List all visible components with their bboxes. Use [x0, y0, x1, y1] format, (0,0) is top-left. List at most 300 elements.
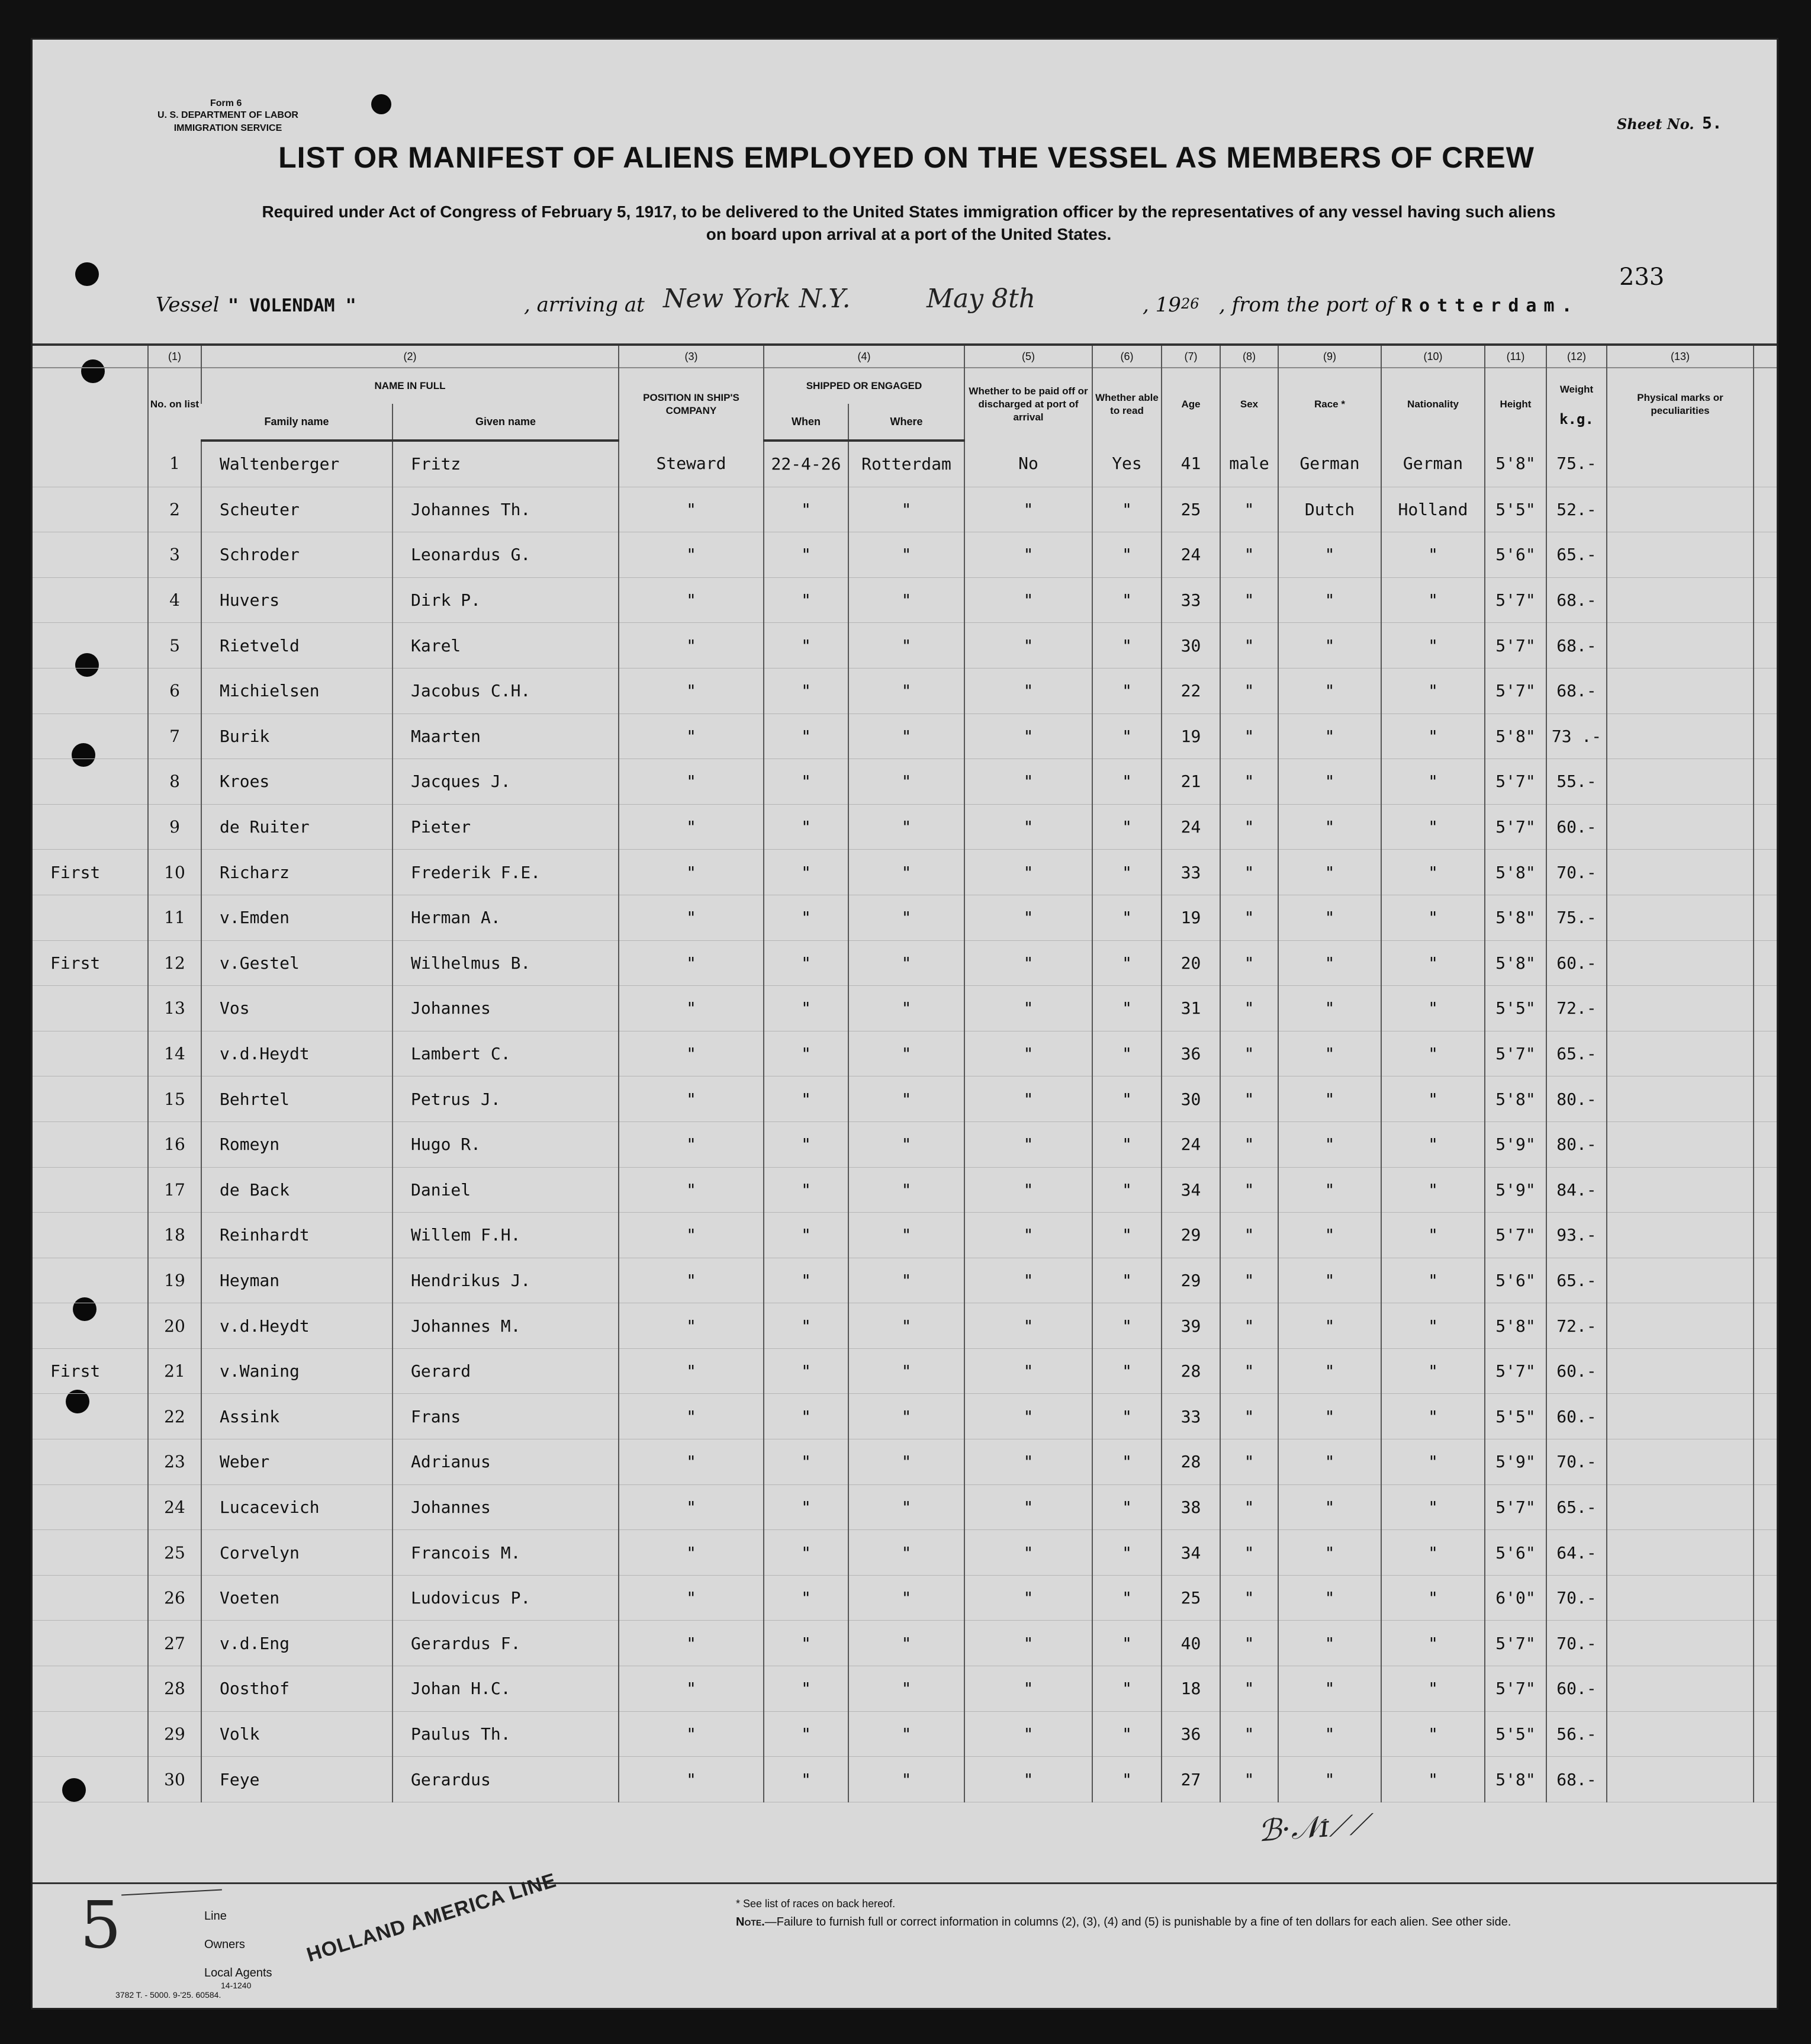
table-row — [33, 1213, 1778, 1258]
age-cell: 41 — [1162, 441, 1220, 487]
shipped-where-cell: " — [848, 804, 964, 850]
sex-cell: " — [1220, 759, 1278, 805]
colnum-1: (1) — [148, 345, 201, 368]
shipped-when-cell: " — [764, 1666, 848, 1712]
age-cell: 21 — [1162, 759, 1220, 805]
height-cell: 5'6" — [1485, 1258, 1546, 1303]
margin-cell — [1754, 1076, 1778, 1122]
header-weight-label: Weight — [1559, 384, 1594, 395]
row-number-cell: 3 — [148, 532, 201, 578]
shipped-when-cell: " — [764, 804, 848, 850]
manifest-sheet — [31, 38, 1778, 2010]
weight-cell: 60.- — [1546, 940, 1607, 986]
shipped-where-cell: " — [848, 1167, 964, 1213]
position-cell: Steward — [619, 441, 764, 487]
paid-off-cell: " — [964, 940, 1092, 986]
given-name-cell: Adrianus — [393, 1439, 619, 1485]
physical-marks-cell — [1607, 1076, 1754, 1122]
position-cell: " — [619, 623, 764, 669]
position-cell: " — [619, 1439, 764, 1485]
height-cell: 5'8" — [1485, 1076, 1546, 1122]
paid-off-cell: " — [964, 714, 1092, 759]
shipped-when-cell: " — [764, 1076, 848, 1122]
shipped-when-cell: " — [764, 1258, 848, 1303]
position-cell: " — [619, 850, 764, 895]
nationality-cell: " — [1381, 1439, 1485, 1485]
physical-marks-cell — [1607, 1484, 1754, 1530]
age-cell: 33 — [1162, 850, 1220, 895]
position-cell: " — [619, 577, 764, 623]
paid-off-cell: " — [964, 1530, 1092, 1576]
header-weight — [1546, 368, 1607, 441]
shipped-when-cell: " — [764, 1439, 848, 1485]
weight-cell: 52.- — [1546, 487, 1607, 532]
row-note-cell — [33, 1076, 148, 1122]
physical-marks-cell — [1607, 1258, 1754, 1303]
paid-off-cell: " — [964, 487, 1092, 532]
nationality-cell: " — [1381, 986, 1485, 1031]
shipped-where-cell: " — [848, 623, 964, 669]
margin-cell — [1754, 668, 1778, 714]
shipped-where-cell: " — [848, 1348, 964, 1394]
weight-cell: 84.- — [1546, 1167, 1607, 1213]
physical-marks-cell — [1607, 623, 1754, 669]
nationality-cell: " — [1381, 1258, 1485, 1303]
height-cell: 5'9" — [1485, 1439, 1546, 1485]
sex-cell: " — [1220, 532, 1278, 578]
row-number-cell: 23 — [148, 1439, 201, 1485]
manifest-rows — [33, 441, 1778, 1802]
family-name-cell: Reinhardt — [201, 1213, 393, 1258]
nationality-cell: " — [1381, 1757, 1485, 1802]
age-cell: 28 — [1162, 1348, 1220, 1394]
margin-cell — [1754, 577, 1778, 623]
sex-cell: " — [1220, 1484, 1278, 1530]
header-name-in-full: NAME IN FULL — [201, 368, 619, 404]
able-to-read-cell: " — [1092, 1213, 1162, 1258]
physical-marks-cell — [1607, 1711, 1754, 1757]
year-suffix: 26 — [1181, 295, 1199, 312]
paid-off-cell: " — [964, 1076, 1092, 1122]
colnum-12: (12) — [1546, 345, 1607, 368]
position-cell: " — [619, 1258, 764, 1303]
blank-header — [1754, 345, 1778, 368]
holland-america-line-stamp: HOLLAND AMERICA LINE — [304, 1869, 559, 1967]
given-name-cell: Hugo R. — [393, 1121, 619, 1167]
race-cell: " — [1278, 1076, 1381, 1122]
row-note-cell — [33, 1666, 148, 1712]
weight-cell: 65.- — [1546, 1484, 1607, 1530]
header-race: Race * — [1278, 368, 1381, 441]
vessel-name: " VOLENDAM " — [228, 295, 356, 316]
shipped-when-cell: 22-4-26 — [764, 441, 848, 487]
shipped-when-cell: " — [764, 1575, 848, 1621]
row-number-cell: 17 — [148, 1167, 201, 1213]
header-no-on-list: No. on list — [148, 368, 201, 441]
shipped-when-cell: " — [764, 1031, 848, 1076]
row-note-cell — [33, 1213, 148, 1258]
given-name-cell: Fritz — [393, 441, 619, 487]
table-row — [33, 441, 1778, 487]
colnum-10: (10) — [1381, 345, 1485, 368]
height-cell: 5'7" — [1485, 623, 1546, 669]
weight-cell: 68.- — [1546, 577, 1607, 623]
given-name-cell: Herman A. — [393, 895, 619, 940]
margin-cell — [1754, 895, 1778, 940]
nationality-cell: " — [1381, 804, 1485, 850]
nationality-cell: " — [1381, 1530, 1485, 1576]
shipped-where-cell: " — [848, 1439, 964, 1485]
shipped-when-cell: " — [764, 1348, 848, 1394]
physical-marks-cell — [1607, 1348, 1754, 1394]
table-row — [33, 940, 1778, 986]
service-label: IMMIGRATION SERVICE — [173, 123, 282, 133]
table-row — [33, 487, 1778, 532]
row-number-cell: 5 — [148, 623, 201, 669]
table-row — [33, 850, 1778, 895]
paid-off-cell: " — [964, 1575, 1092, 1621]
given-name-cell: Frans — [393, 1394, 619, 1439]
row-number-cell: 9 — [148, 804, 201, 850]
position-cell: " — [619, 487, 764, 532]
position-cell: " — [619, 1394, 764, 1439]
row-note-cell — [33, 487, 148, 532]
shipped-when-cell: " — [764, 850, 848, 895]
race-cell: " — [1278, 804, 1381, 850]
position-cell: " — [619, 804, 764, 850]
shipped-where-cell: " — [848, 1757, 964, 1802]
weight-cell: 73 .- — [1546, 714, 1607, 759]
weight-cell: 64.- — [1546, 1530, 1607, 1576]
nationality-cell: " — [1381, 1666, 1485, 1712]
shipped-where-cell: " — [848, 532, 964, 578]
age-cell: 30 — [1162, 623, 1220, 669]
shipped-when-cell: " — [764, 1121, 848, 1167]
row-number-cell: 19 — [148, 1258, 201, 1303]
paid-off-cell: " — [964, 1167, 1092, 1213]
height-cell: 5'7" — [1485, 804, 1546, 850]
position-cell: " — [619, 1575, 764, 1621]
shipped-when-cell: " — [764, 1394, 848, 1439]
weight-cell: 65.- — [1546, 1258, 1607, 1303]
height-cell: 5'7" — [1485, 577, 1546, 623]
height-cell: 5'8" — [1485, 1303, 1546, 1349]
shipped-where-cell: " — [848, 940, 964, 986]
able-to-read-cell: " — [1092, 1757, 1162, 1802]
sheet-label: Sheet No. — [1617, 115, 1694, 133]
given-name-cell: Johannes Th. — [393, 487, 619, 532]
weight-cell: 93.- — [1546, 1213, 1607, 1258]
shipped-when-cell: " — [764, 487, 848, 532]
row-note-cell — [33, 759, 148, 805]
header-sex: Sex — [1220, 368, 1278, 441]
row-number-cell: 28 — [148, 1666, 201, 1712]
row-number-cell: 12 — [148, 940, 201, 986]
age-cell: 36 — [1162, 1711, 1220, 1757]
given-name-cell: Gerardus — [393, 1757, 619, 1802]
nationality-cell: " — [1381, 1711, 1485, 1757]
family-name-cell: Corvelyn — [201, 1530, 393, 1576]
nationality-cell: " — [1381, 1031, 1485, 1076]
paid-off-cell: " — [964, 1439, 1092, 1485]
position-cell: " — [619, 1348, 764, 1394]
header-paid-off: Whether to be paid off or discharged at port of arrival — [964, 368, 1092, 441]
physical-marks-cell — [1607, 487, 1754, 532]
race-cell: " — [1278, 714, 1381, 759]
shipped-when-cell: " — [764, 1711, 848, 1757]
punch-hole — [371, 94, 391, 114]
shipped-when-cell: " — [764, 986, 848, 1031]
header-shipped-or-engaged: SHIPPED OR ENGAGED — [764, 368, 964, 404]
row-note-cell — [33, 714, 148, 759]
column-number-row — [33, 345, 1778, 368]
shipped-where-cell: " — [848, 487, 964, 532]
given-name-cell: Ludovicus P. — [393, 1575, 619, 1621]
height-cell: 5'7" — [1485, 759, 1546, 805]
position-cell: " — [619, 1303, 764, 1349]
race-cell: " — [1278, 895, 1381, 940]
position-cell: " — [619, 1167, 764, 1213]
weight-cell: 68.- — [1546, 668, 1607, 714]
position-cell: " — [619, 1757, 764, 1802]
colnum-5: (5) — [964, 345, 1092, 368]
colnum-11: (11) — [1485, 345, 1546, 368]
page-subtitle — [181, 201, 1637, 246]
margin-cell — [1754, 1031, 1778, 1076]
race-cell: " — [1278, 1258, 1381, 1303]
header-nationality: Nationality — [1381, 368, 1485, 441]
row-number-cell: 7 — [148, 714, 201, 759]
shipped-where-cell: " — [848, 759, 964, 805]
height-cell: 5'8" — [1485, 441, 1546, 487]
row-note-cell — [33, 1121, 148, 1167]
sex-cell: " — [1220, 1348, 1278, 1394]
height-cell: 5'8" — [1485, 895, 1546, 940]
sex-cell: " — [1220, 895, 1278, 940]
table-row — [33, 714, 1778, 759]
row-number-cell: 6 — [148, 668, 201, 714]
paid-off-cell: " — [964, 804, 1092, 850]
position-cell: " — [619, 1213, 764, 1258]
position-cell: " — [619, 1076, 764, 1122]
family-name-cell: Weber — [201, 1439, 393, 1485]
table-row — [33, 623, 1778, 669]
shipped-when-cell: " — [764, 1621, 848, 1666]
sex-cell: " — [1220, 986, 1278, 1031]
given-name-cell: Pieter — [393, 804, 619, 850]
nationality-cell: " — [1381, 759, 1485, 805]
family-name-cell: Volk — [201, 1711, 393, 1757]
able-to-read-cell: " — [1092, 487, 1162, 532]
given-name-cell: Gerard — [393, 1348, 619, 1394]
row-number-cell: 29 — [148, 1711, 201, 1757]
nationality-cell: " — [1381, 668, 1485, 714]
given-name-cell: Hendrikus J. — [393, 1258, 619, 1303]
able-to-read-cell: " — [1092, 1394, 1162, 1439]
nationality-cell: " — [1381, 1348, 1485, 1394]
from-port-label: , from the port of — [1219, 293, 1395, 317]
physical-marks-cell — [1607, 895, 1754, 940]
nationality-cell: " — [1381, 1076, 1485, 1122]
family-name-cell: de Ruiter — [201, 804, 393, 850]
position-cell: " — [619, 1621, 764, 1666]
colnum-3: (3) — [619, 345, 764, 368]
table-row — [33, 1167, 1778, 1213]
footer-rule — [33, 1882, 1778, 1884]
age-cell: 33 — [1162, 1394, 1220, 1439]
nationality-cell: " — [1381, 1394, 1485, 1439]
header-when: When — [764, 404, 848, 441]
note-label: Note. — [736, 1916, 765, 1929]
row-number-cell: 2 — [148, 487, 201, 532]
able-to-read-cell: " — [1092, 1484, 1162, 1530]
family-name-cell: Heyman — [201, 1258, 393, 1303]
margin-cell — [1754, 1484, 1778, 1530]
race-cell: " — [1278, 1031, 1381, 1076]
physical-marks-cell — [1607, 1621, 1754, 1666]
shipped-where-cell: " — [848, 714, 964, 759]
paid-off-cell: No — [964, 441, 1092, 487]
shipped-when-cell: " — [764, 1484, 848, 1530]
nationality-cell: " — [1381, 1484, 1485, 1530]
family-name-cell: Schroder — [201, 532, 393, 578]
given-name-cell: Johannes M. — [393, 1303, 619, 1349]
sex-cell: " — [1220, 623, 1278, 669]
position-cell: " — [619, 895, 764, 940]
family-name-cell: Lucacevich — [201, 1484, 393, 1530]
sex-cell: " — [1220, 1213, 1278, 1258]
height-cell: 5'7" — [1485, 1621, 1546, 1666]
row-note-cell: First — [33, 940, 148, 986]
height-cell: 5'7" — [1485, 668, 1546, 714]
age-cell: 36 — [1162, 1031, 1220, 1076]
table-row — [33, 1394, 1778, 1439]
race-cell: " — [1278, 1394, 1381, 1439]
able-to-read-cell: " — [1092, 850, 1162, 895]
shipped-where-cell: " — [848, 1484, 964, 1530]
row-number-cell: 14 — [148, 1031, 201, 1076]
blank-header — [33, 368, 148, 441]
physical-marks-cell — [1607, 759, 1754, 805]
row-number-cell: 24 — [148, 1484, 201, 1530]
race-cell: " — [1278, 1711, 1381, 1757]
shipped-where-cell: " — [848, 1076, 964, 1122]
sex-cell: " — [1220, 1303, 1278, 1349]
local-agents-label: Local Agents — [204, 1966, 272, 1979]
colnum-6: (6) — [1092, 345, 1162, 368]
physical-marks-cell — [1607, 1666, 1754, 1712]
sex-cell: " — [1220, 850, 1278, 895]
height-cell: 5'8" — [1485, 1757, 1546, 1802]
family-name-cell: Scheuter — [201, 487, 393, 532]
shipped-where-cell: " — [848, 1303, 964, 1349]
given-name-cell: Gerardus F. — [393, 1621, 619, 1666]
given-name-cell: Daniel — [393, 1167, 619, 1213]
physical-marks-cell — [1607, 714, 1754, 759]
weight-cell: 75.- — [1546, 441, 1607, 487]
paid-off-cell: " — [964, 986, 1092, 1031]
table-row — [33, 1121, 1778, 1167]
physical-marks-cell — [1607, 1031, 1754, 1076]
weight-cell: 56.- — [1546, 1711, 1607, 1757]
family-name-cell: Oosthof — [201, 1666, 393, 1712]
row-note-cell — [33, 668, 148, 714]
weight-cell: 70.- — [1546, 1439, 1607, 1485]
age-cell: 29 — [1162, 1213, 1220, 1258]
arrival-date-handwritten: May 8th — [927, 284, 1036, 314]
header-able-to-read: Whether able to read — [1092, 368, 1162, 441]
row-number-cell: 22 — [148, 1394, 201, 1439]
given-name-cell: Leonardus G. — [393, 532, 619, 578]
paid-off-cell: " — [964, 577, 1092, 623]
height-cell: 5'5" — [1485, 986, 1546, 1031]
age-cell: 28 — [1162, 1439, 1220, 1485]
table-row — [33, 577, 1778, 623]
shipped-where-cell: " — [848, 1621, 964, 1666]
nationality-cell: " — [1381, 532, 1485, 578]
row-number-cell: 27 — [148, 1621, 201, 1666]
height-cell: 5'6" — [1485, 532, 1546, 578]
race-cell: " — [1278, 850, 1381, 895]
margin-cell — [1754, 850, 1778, 895]
shipped-where-cell: " — [848, 1031, 964, 1076]
physical-marks-cell — [1607, 986, 1754, 1031]
margin-cell — [1754, 940, 1778, 986]
shipped-when-cell: " — [764, 532, 848, 578]
subtitle-line-1: Required under Act of Congress of February 5, 1917, to be delivered to the United States immigration officer by the representatives of any vessel having such aliens — [262, 203, 1556, 221]
shipped-where-cell: " — [848, 1666, 964, 1712]
age-cell: 30 — [1162, 1076, 1220, 1122]
family-name-cell: Burik — [201, 714, 393, 759]
weight-cell: 80.- — [1546, 1076, 1607, 1122]
margin-cell — [1754, 1213, 1778, 1258]
header-family-name: Family name — [201, 404, 393, 441]
header-row — [33, 368, 1778, 404]
nationality-cell: " — [1381, 1303, 1485, 1349]
family-name-cell: Michielsen — [201, 668, 393, 714]
nationality-cell: " — [1381, 577, 1485, 623]
race-cell: " — [1278, 1484, 1381, 1530]
age-cell: 31 — [1162, 986, 1220, 1031]
position-cell: " — [619, 1031, 764, 1076]
height-cell: 5'9" — [1485, 1121, 1546, 1167]
position-cell: " — [619, 1530, 764, 1576]
position-cell: " — [619, 940, 764, 986]
race-cell: " — [1278, 1757, 1381, 1802]
shipped-when-cell: " — [764, 1530, 848, 1576]
departure-port: Rotterdam. — [1401, 295, 1580, 316]
row-number-cell: 4 — [148, 577, 201, 623]
sex-cell: " — [1220, 1757, 1278, 1802]
family-name-cell: v.Waning — [201, 1348, 393, 1394]
family-name-cell: Behrtel — [201, 1076, 393, 1122]
height-cell: 5'6" — [1485, 1530, 1546, 1576]
shipped-where-cell: " — [848, 668, 964, 714]
age-cell: 33 — [1162, 577, 1220, 623]
shipped-where-cell: Rotterdam — [848, 441, 964, 487]
given-name-cell: Lambert C. — [393, 1031, 619, 1076]
able-to-read-cell: " — [1092, 1666, 1162, 1712]
height-cell: 5'7" — [1485, 1484, 1546, 1530]
row-number-cell: 10 — [148, 850, 201, 895]
sex-cell: " — [1220, 668, 1278, 714]
nationality-cell: " — [1381, 623, 1485, 669]
margin-cell — [1754, 441, 1778, 487]
position-cell: " — [619, 668, 764, 714]
margin-cell — [1754, 1621, 1778, 1666]
paid-off-cell: " — [964, 1621, 1092, 1666]
table-row — [33, 759, 1778, 805]
